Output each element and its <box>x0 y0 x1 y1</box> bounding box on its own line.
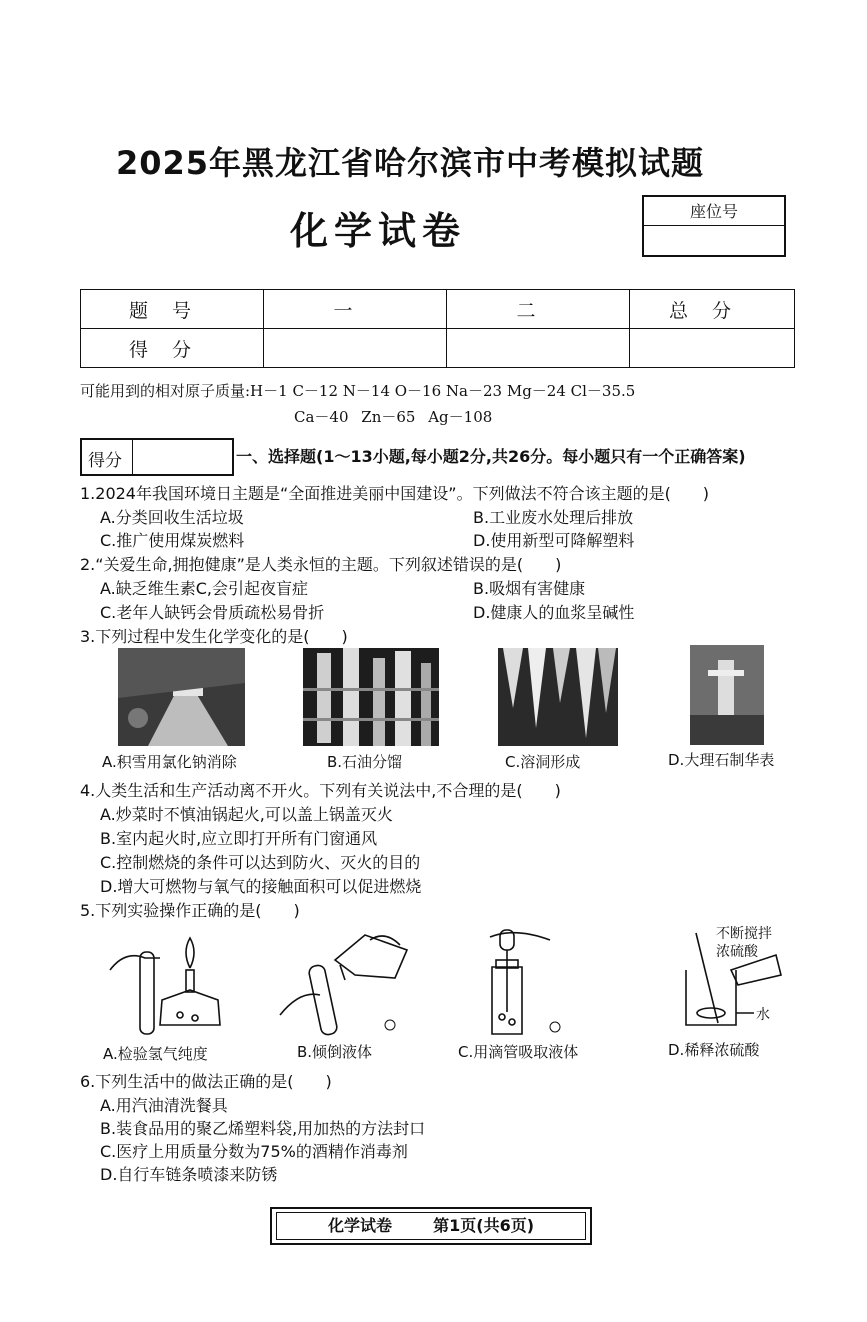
footer-subject: 化学试卷 <box>327 1216 392 1235</box>
illustration-caption: A.检验氢气纯度 <box>103 1045 208 1063</box>
hydrogen-purity-test-illustration <box>100 930 250 1040</box>
illustration-caption: C.用滴管吸取液体 <box>458 1043 579 1061</box>
score-cell[interactable] <box>630 329 795 368</box>
score-table-header-cell: 一 <box>264 290 447 329</box>
option: D.自行车链条喷漆来防锈 <box>100 1165 278 1184</box>
question-stem: 5.下列实验操作正确的是( ) <box>80 901 300 920</box>
marble-pillar-photo <box>690 645 764 745</box>
option: A.分类回收生活垃圾 <box>100 508 244 527</box>
section-score-label: 得分 <box>88 451 122 471</box>
photo-caption: A.积雪用氯化钠消除 <box>102 753 237 771</box>
question-stem: 1.2024年我国环境日主题是“全面推进美丽中国建设”。下列做法不符合该主题的是( ) <box>80 484 710 503</box>
option: C.控制燃烧的条件可以达到防火、灭火的目的 <box>100 853 421 872</box>
option: C.老年人缺钙会骨质疏松易骨折 <box>100 603 325 622</box>
section-score-box <box>80 438 234 476</box>
question-stem: 6.下列生活中的做法正确的是( ) <box>80 1072 332 1091</box>
option: A.缺乏维生素C,会引起夜盲症 <box>100 579 309 598</box>
score-table-header-cell: 总分 <box>630 290 795 329</box>
page-footer <box>270 1207 592 1245</box>
pour-liquid-illustration <box>275 920 415 1040</box>
cave-photo <box>498 648 618 746</box>
footer-page-number: 第1页(共6页) <box>433 1216 535 1235</box>
option: D.健康人的血浆呈碱性 <box>473 603 635 622</box>
option: C.医疗上用质量分数为75%的酒精作消毒剂 <box>100 1142 408 1161</box>
section-heading: 一、选择题(1～13小题,每小题2分,共26分。每小题只有一个正确答案) <box>236 447 746 466</box>
score-table-header-cell: 二 <box>447 290 630 329</box>
option: D.使用新型可降解塑料 <box>473 531 635 550</box>
score-table <box>80 289 795 368</box>
exam-subject: 化学试卷 <box>290 209 467 253</box>
photo-caption: C.溶洞形成 <box>505 753 581 771</box>
option: A.炒菜时不慎油锅起火,可以盖上锅盖灭火 <box>100 805 393 824</box>
score-cell[interactable] <box>447 329 630 368</box>
score-table-header-cell: 题号 <box>81 290 264 329</box>
score-cell[interactable] <box>264 329 447 368</box>
dropper-illustration <box>480 922 580 1040</box>
diagram-label: 浓硫酸 <box>716 944 758 960</box>
illustration-caption: B.倾倒液体 <box>297 1043 373 1061</box>
question-stem: 3.下列过程中发生化学变化的是( ) <box>80 627 348 646</box>
score-table-row-label: 得分 <box>81 329 264 368</box>
option: B.室内起火时,应立即打开所有门窗通风 <box>100 829 378 848</box>
option: B.吸烟有害健康 <box>473 579 586 598</box>
option: C.推广使用煤炭燃料 <box>100 531 245 550</box>
seat-number-label: 座位号 <box>644 199 784 226</box>
atomic-masses-line1: 可能用到的相对原子质量:H－1 C－12 N－14 O－16 Na－23 Mg－24 Cl－35.5 <box>80 382 636 400</box>
diagram-label: 水 <box>756 1007 770 1023</box>
snow-road-photo <box>118 648 245 746</box>
oil-refinery-photo <box>303 648 439 746</box>
seat-number-box <box>642 195 786 257</box>
question-stem: 4.人类生活和生产活动离不开火。下列有关说法中,不合理的是( ) <box>80 781 561 800</box>
illustration-caption: D.稀释浓硫酸 <box>668 1041 760 1059</box>
atomic-masses-line2: Ca－40 Zn－65 Ag－108 <box>294 408 493 426</box>
question-stem: 2.“关爱生命,拥抱健康”是人类永恒的主题。下列叙述错误的是( ) <box>80 555 562 574</box>
diagram-label: 不断搅拌 <box>716 926 772 942</box>
option: B.工业废水处理后排放 <box>473 508 634 527</box>
option: D.增大可燃物与氧气的接触面积可以促进燃烧 <box>100 877 422 896</box>
exam-title: 2025年黑龙江省哈尔滨市中考模拟试题 <box>115 144 705 182</box>
photo-caption: B.石油分馏 <box>327 753 403 771</box>
option: B.装食品用的聚乙烯塑料袋,用加热的方法封口 <box>100 1119 426 1138</box>
option: A.用汽油清洗餐具 <box>100 1096 228 1115</box>
photo-caption: D.大理石制华表 <box>668 751 775 769</box>
